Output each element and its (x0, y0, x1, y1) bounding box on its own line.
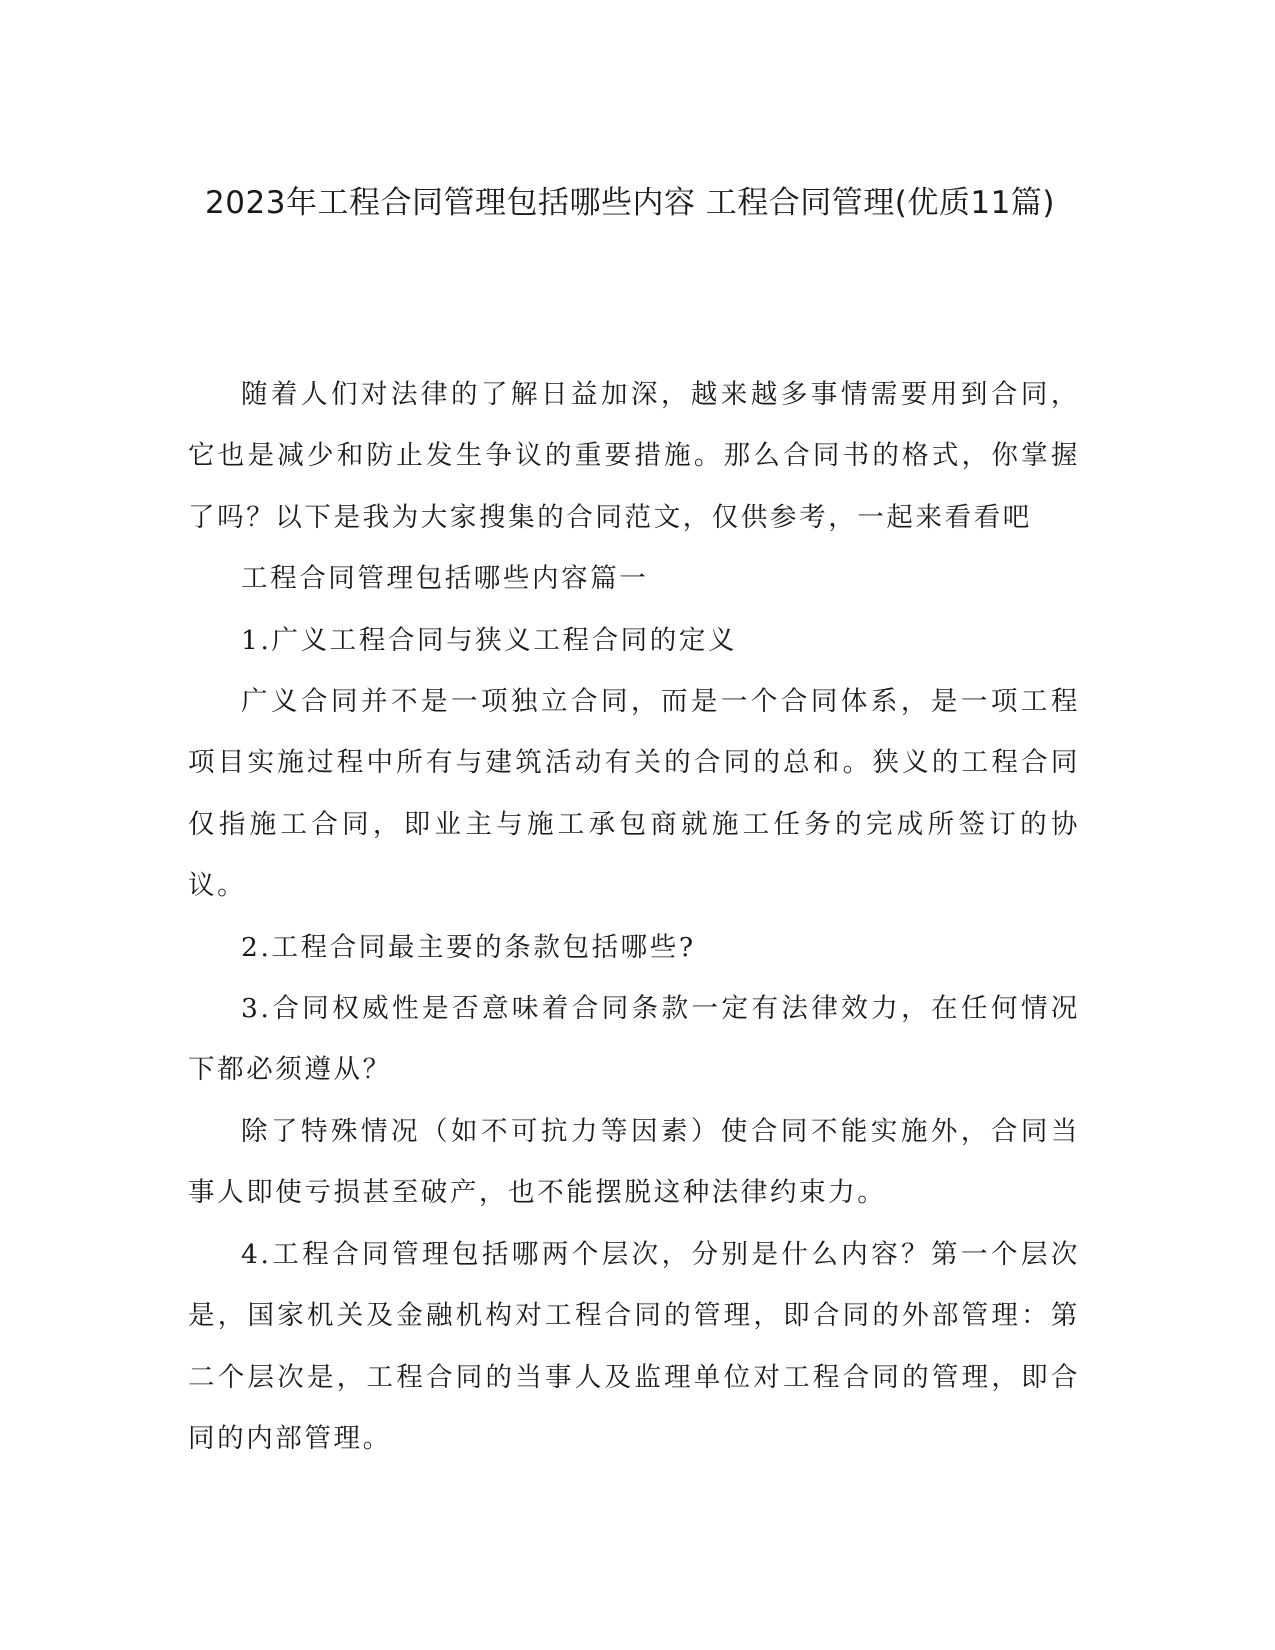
question-3: 3.合同权威性是否意味着合同条款一定有法律效力，在任何情况下都必须遵从？ (188, 993, 1080, 1086)
answer-3: 除了特殊情况（如不可抗力等因素）使合同不能实施外，合同当事人即使亏损甚至破产，也不能摆脱这种法律约束力。 (188, 1115, 1080, 1209)
document-title: 2023年工程合同管理包括哪些内容 工程合同管理(优质11篇) (205, 185, 1055, 221)
document-body (188, 364, 1080, 1469)
answer-1: 广义合同并不是一项独立合同，而是一个合同体系，是一项工程项目实施过程中所有与建筑活动有关的合同的总和。狭义的工程合同仅指施工合同，即业主与施工承包商就施工任务的完成所签订的协议。 (188, 686, 1080, 902)
question-4: 4.工程合同管理包括哪两个层次，分别是什么内容？第一个层次是，国家机关及金融机构对工程合同的管理，即合同的外部管理：第二个层次是，工程合同的当事人及监理单位对工程合同的管理，即合同的内部管理。 (188, 1238, 1080, 1454)
section-heading: 工程合同管理包括哪些内容篇一 (241, 563, 649, 595)
intro-paragraph: 随着人们对法律的了解日益加深，越来越多事情需要用到合同，它也是减少和防止发生争议的重要措施。那么合同书的格式，你掌握了吗？以下是我为大家搜集的合同范文，仅供参考，一起来看看吧 (188, 379, 1080, 533)
question-1: 1.广义工程合同与狭义工程合同的定义 (241, 624, 738, 656)
question-2: 2.工程合同最主要的条款包括哪些? (241, 931, 696, 963)
